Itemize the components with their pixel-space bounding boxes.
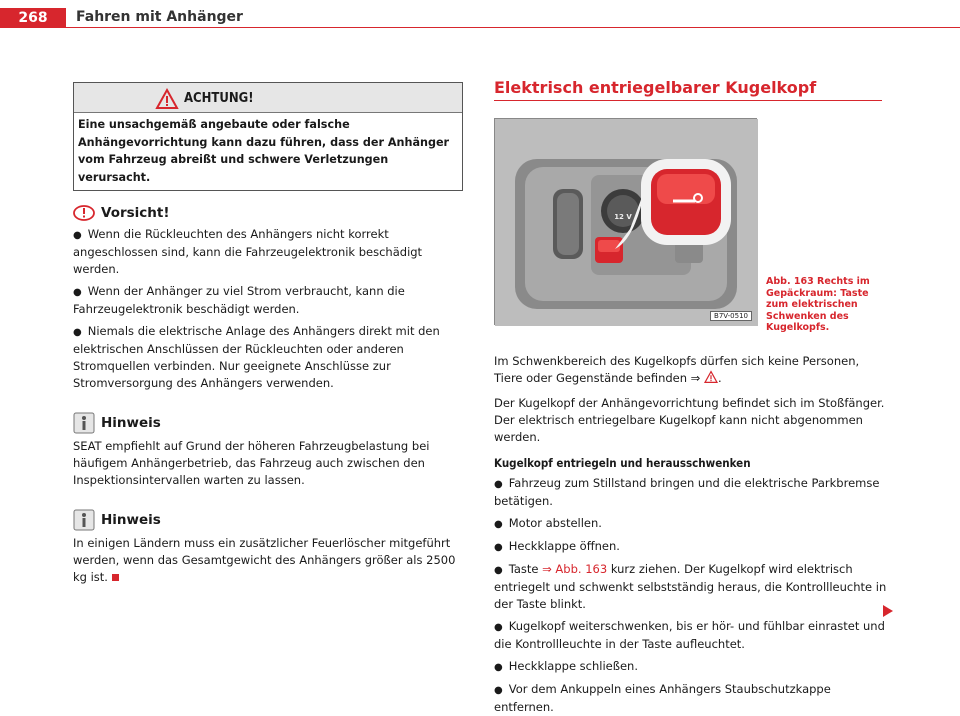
note2-title: Hinweis bbox=[101, 512, 161, 528]
section-end-mark bbox=[112, 574, 119, 581]
warning-triangle-icon bbox=[704, 371, 718, 383]
description-paragraph: Der Kugelkopf der Anhängevorrichtung befindet sich im Stoßfänger. Der elektrisch entriegelbare Kugelkopf kann nicht abgenommen werden. bbox=[494, 396, 885, 444]
step-5: ● Kugelkopf weiterschwenken, bis er hör- und fühlbar einrastet und die Kontrollleuchte in der Taste aufleuchtet. bbox=[494, 619, 885, 651]
left-column bbox=[73, 82, 463, 586]
section-title: Elektrisch entriegelbarer Kugelkopf bbox=[494, 78, 817, 97]
warning-text: Eine unsachgemäß angebaute oder falsche Anhängevorrichtung kann dazu führen, dass der Anhänger vom Fahrzeug abreißt und schwere Verletzungen verursacht. bbox=[78, 118, 450, 184]
figure-caption: Abb. 163 Rechts im Gepäckraum: Taste zum elektrischen Schwenken des Kugelkopfs. bbox=[766, 276, 870, 333]
step-2: ● Motor abstellen. bbox=[494, 516, 602, 530]
section-title-rule bbox=[494, 100, 882, 101]
note2-heading bbox=[73, 509, 463, 531]
figure-code: B7V-0510 bbox=[710, 311, 752, 321]
header-rule bbox=[66, 27, 960, 28]
note1-heading bbox=[73, 412, 463, 434]
page-number: 268 bbox=[0, 8, 66, 28]
page-header bbox=[0, 0, 960, 28]
info-icon bbox=[73, 509, 95, 531]
continue-arrow-icon bbox=[883, 605, 893, 617]
note1-text: SEAT empfiehlt auf Grund der höheren Fahrzeugbelastung bei häufigem Anhängerbetrieb, das Fahrzeug auch zwischen den Inspektionsintervallen warten zu lassen. bbox=[73, 439, 430, 487]
figure-reference-link[interactable]: ⇒ Abb. 163 bbox=[542, 562, 608, 576]
step-7: ● Vor dem Ankuppeln eines Anhängers Staubschutzkappe entfernen. bbox=[494, 682, 831, 714]
trunk-button-illustration bbox=[495, 119, 758, 326]
warning-title: ACHTUNG! bbox=[184, 91, 254, 106]
note2-text: In einigen Ländern muss ein zusätzlicher Feuerlöscher mitgeführt werden, wenn das Gesamtgewicht des Anhängers größer als 2500 kg ist. bbox=[73, 536, 456, 584]
procedure-subheading: Kugelkopf entriegeln und herausschwenken bbox=[494, 456, 751, 470]
safety-paragraph: Im Schwenkbereich des Kugelkopfs dürfen sich keine Personen, Tiere oder Gegenstände befinden ⇒ . bbox=[494, 354, 860, 385]
figure-image bbox=[494, 118, 757, 325]
caution-bullet-3: ● Niemals die elektrische Anlage des Anhängers direkt mit den elektrischen Anschlüssen der Rückleuchten oder anderen Stromquellen verbinden. Nur geeignete Anschlüsse zur Stromversorgung des Anhängers verwenden. bbox=[73, 324, 440, 390]
exclamation-icon bbox=[73, 205, 95, 221]
right-heading bbox=[494, 78, 882, 101]
warning-box bbox=[73, 82, 463, 191]
caution-bullet-1: ● Wenn die Rückleuchten des Anhängers nicht korrekt angeschlossen sind, kann die Fahrzeugelektronik beschädigt werden. bbox=[73, 227, 423, 276]
svg-text:12 V: 12 V bbox=[614, 213, 632, 221]
warning-triangle-icon bbox=[156, 89, 178, 109]
caution-title: Vorsicht! bbox=[101, 205, 170, 221]
note1-title: Hinweis bbox=[101, 415, 161, 431]
right-body bbox=[494, 347, 889, 716]
step-6: ● Heckklappe schließen. bbox=[494, 659, 639, 673]
caution-bullet-2: ● Wenn der Anhänger zu viel Strom verbraucht, kann die Fahrzeugelektronik beschädigt werden. bbox=[73, 284, 405, 316]
info-icon bbox=[73, 412, 95, 434]
caution-heading bbox=[73, 205, 463, 221]
warning-header bbox=[74, 83, 462, 113]
step-3: ● Heckklappe öffnen. bbox=[494, 539, 620, 553]
chapter-title: Fahren mit Anhänger bbox=[76, 9, 243, 25]
step-4: ● Taste ⇒ Abb. 163 kurz ziehen. Der Kugelkopf wird elektrisch entriegelt und schwenkt selbstständig heraus, die Kontrollleuchte in der Taste blinkt. bbox=[494, 562, 887, 611]
step-1: ● Fahrzeug zum Stillstand bringen und die elektrische Parkbremse betätigen. bbox=[494, 476, 880, 508]
